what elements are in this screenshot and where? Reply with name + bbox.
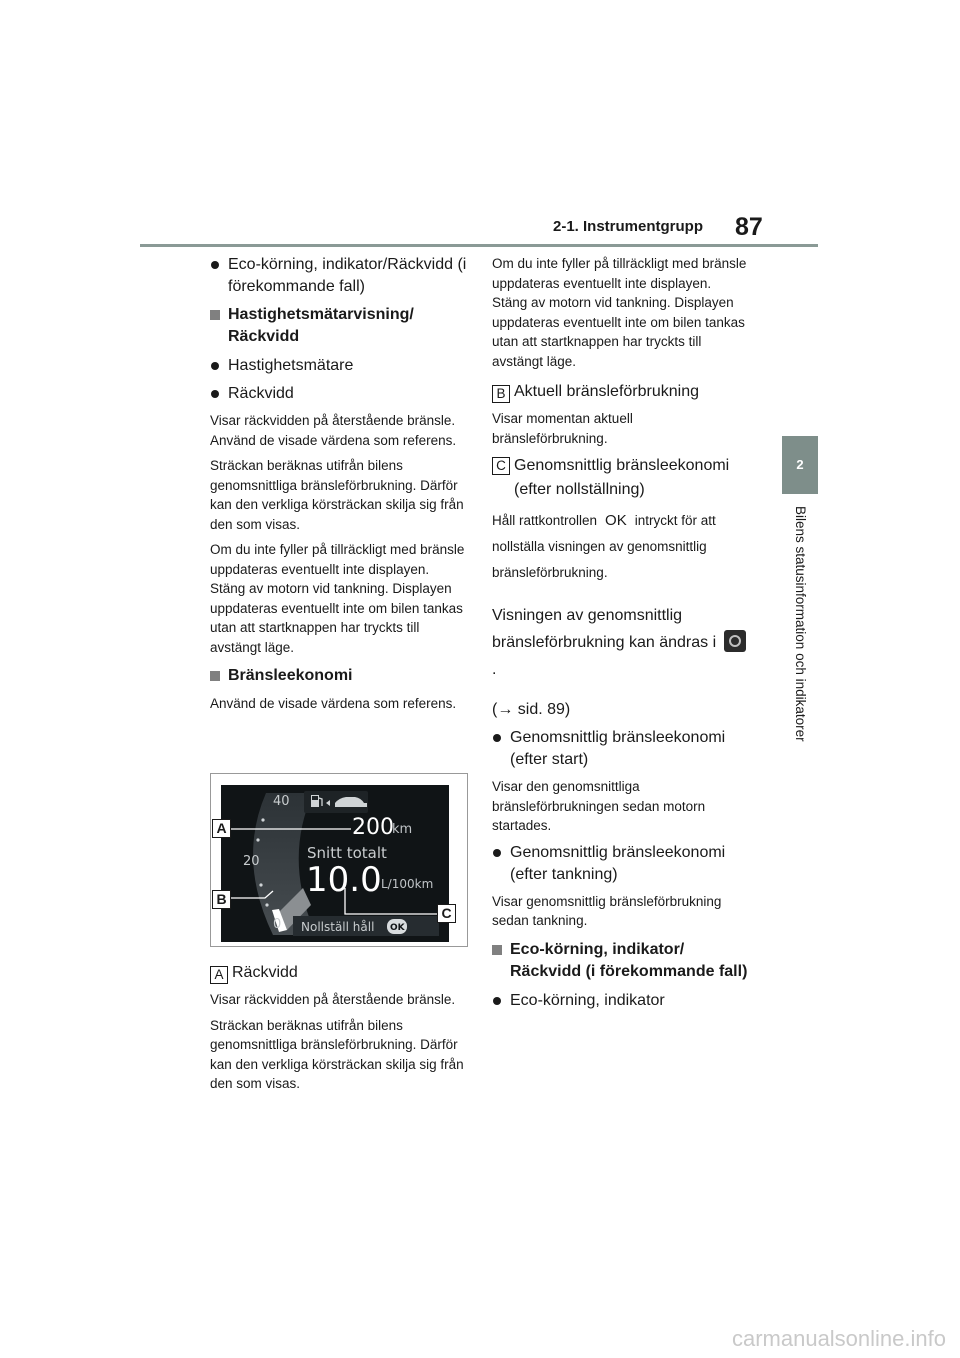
paragraph: Visar genomsnittlig bränsleförbrukning sedan tankning. <box>492 893 722 928</box>
letter-box-c: C <box>492 457 510 475</box>
watermark: carmanualsonline.info <box>731 1326 946 1351</box>
letter-box-a: A <box>210 966 228 984</box>
left-column <box>210 254 468 720</box>
consumption-value: 10.0 <box>306 860 382 900</box>
avg-label: Snitt totalt <box>307 844 387 862</box>
item-current-consumption <box>492 381 750 403</box>
chapter-tab <box>782 436 818 494</box>
paragraph-change-display <box>492 602 750 683</box>
paragraph: Visar räckvidden på återstående bränsle. Använd de visade värdena som referens. <box>210 413 457 448</box>
range-label-text: Räckvidd <box>232 964 298 981</box>
paragraph: Stäng av motorn vid tankning. Displayen uppdateras eventuellt inte om bilen tankas utan att startknappen har tryckts till avstängt läge. <box>492 295 745 369</box>
current-consumption-text: Aktuell bränsleförbrukning <box>514 383 699 400</box>
item-range-label <box>210 962 468 984</box>
header-rule <box>140 244 818 247</box>
range-value: 200 <box>352 815 394 840</box>
ok-button-icon: OK <box>605 512 627 529</box>
avg-after-reset-text: Genomsnittlig bränsleekonomi (efter nollställning) <box>514 457 730 498</box>
settings-gear-icon <box>724 630 746 652</box>
reset-instruction-pre: Håll rattkontrollen <box>492 513 598 528</box>
paragraph: Sträckan beräknas utifrån bilens genomsnittliga bränsleförbrukning. Därför kan den verkliga körsträckan skilja sig från den som visas. <box>210 458 464 532</box>
paragraph: Använd de visade värdena som referens. <box>210 696 457 711</box>
callout-b: B <box>212 890 231 909</box>
scale-label-20: 20 <box>243 854 260 869</box>
bullet-speedometer: Hastighetsmätare <box>210 355 468 377</box>
left-column-lower <box>210 956 468 1100</box>
reset-instruction-post: intryckt för att nollställa visningen av genomsnittlig bränsleförbrukning. <box>492 513 716 580</box>
scale-label-40: 40 <box>273 794 290 809</box>
paragraph: Visar den genomsnittliga bränsleförbrukningen sedan motorn startades. <box>492 779 706 833</box>
paragraph: Om du inte fyller på tillräckligt med bränsle uppdateras eventuellt inte displayen. <box>492 256 747 291</box>
section-title: 2-1. Instrumentgrupp <box>553 218 704 235</box>
display-graphic <box>221 785 449 942</box>
paragraph: Stäng av motorn vid tankning. Displayen uppdateras eventuellt inte om bilen tankas utan att startknappen har tryckts till avstängt läge. <box>210 581 463 655</box>
bullet-eco-indicator: Eco-körning, indikator <box>492 990 750 1012</box>
heading-eco-range: Eco-körning, indikator/ Räckvidd (i förekommande fall) <box>492 939 750 983</box>
reset-label: Nollställ håll <box>301 920 375 934</box>
paragraph: Om du inte fyller på tillräckligt med bränsle uppdateras eventuellt inte displayen. <box>210 542 465 577</box>
callout-c: C <box>437 904 456 923</box>
paragraph: Visar räckvidden på återstående bränsle. <box>210 992 456 1007</box>
letter-box-b: B <box>492 385 510 403</box>
range-unit: km <box>392 822 413 837</box>
tick-dot <box>256 838 259 841</box>
instrument-display <box>221 785 449 942</box>
tick-dot <box>261 818 264 821</box>
tick-dot <box>259 883 262 886</box>
change-display-pre: Visningen av genomsnittlig bränsleförbrukning kan ändras i <box>492 607 717 651</box>
bullet-avg-after-refuel: Genomsnittlig bränsleekonomi (efter tankning) <box>492 842 750 886</box>
bullet-avg-after-start: Genomsnittlig bränsleekonomi (efter start) <box>492 727 750 771</box>
ok-badge-label: OK <box>390 923 405 933</box>
page-number: 87 <box>735 213 763 241</box>
right-column <box>492 254 750 1018</box>
paragraph: Visar momentan aktuell bränsleförbrukning. <box>492 411 633 446</box>
callout-a: A <box>212 819 231 838</box>
chapter-number: 2 <box>796 457 804 472</box>
bullet-range: Räckvidd <box>210 383 468 405</box>
item-avg-after-reset <box>492 454 750 502</box>
tick-dot <box>265 903 268 906</box>
page-reference: (→ sid. 89) <box>492 701 571 718</box>
heading-speedometer-range: Hastighetsmätarvisning/ Räckvidd <box>210 304 468 348</box>
bullet-eco-range: Eco-körning, indikator/Räckvidd (i förekommande fall) <box>210 254 468 298</box>
paragraph: Sträckan beräknas utifrån bilens genomsnittliga bränsleförbrukning. Därför kan den verkliga körsträckan skilja sig från den som visas. <box>210 1017 464 1091</box>
chapter-label: Bilens statusinformation och indikatorer <box>793 506 808 742</box>
consumption-unit: L/100km <box>381 877 434 891</box>
heading-fuel-economy: Bränsleekonomi <box>210 665 468 687</box>
scale-label-0: 0 <box>273 917 282 932</box>
change-display-post: . <box>492 661 497 678</box>
paragraph-reset-instruction <box>492 508 750 586</box>
